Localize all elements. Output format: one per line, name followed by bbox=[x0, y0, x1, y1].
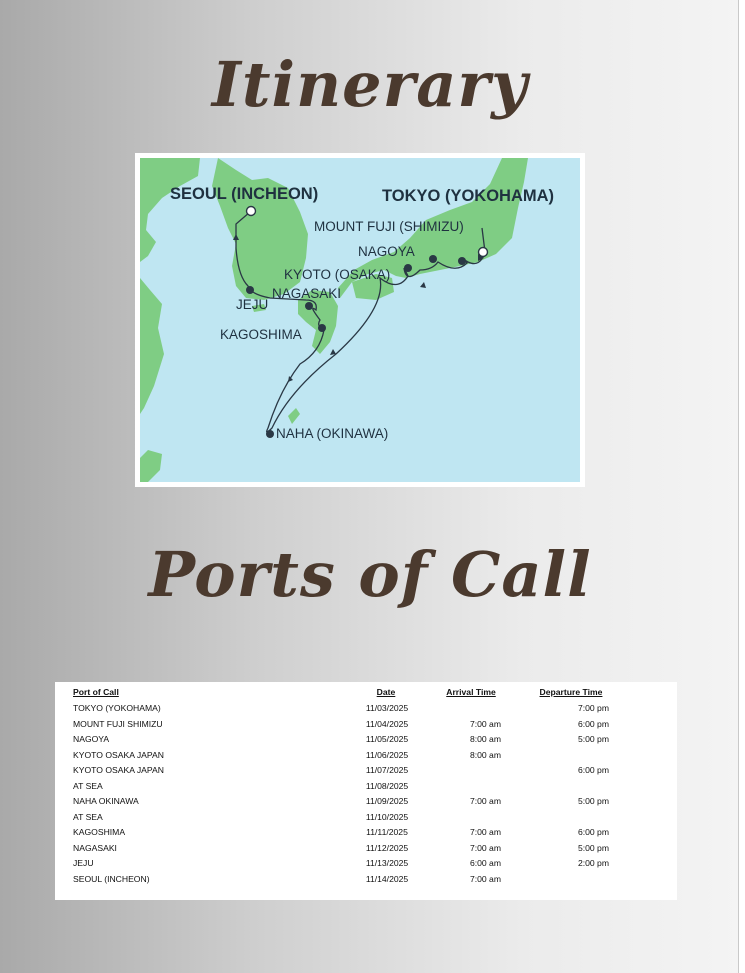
cell-date: 11/05/2025 bbox=[365, 734, 409, 744]
map-label-tokyo: TOKYO (YOKOHAMA) bbox=[382, 187, 555, 205]
cell-port: JEJU bbox=[73, 858, 94, 868]
cell-port: KAGOSHIMA bbox=[73, 827, 126, 837]
table-row bbox=[55, 812, 677, 827]
cell-port: NAGASAKI bbox=[73, 842, 117, 853]
cell-arrival: 6:00 am bbox=[469, 858, 501, 868]
table-row bbox=[55, 843, 677, 858]
map-label-nagasaki: NAGASAKI bbox=[272, 286, 342, 301]
table-row bbox=[55, 858, 677, 873]
port-dot-naha bbox=[266, 430, 274, 438]
cell-departure: 7:00 pm bbox=[577, 703, 609, 713]
cell-port: MOUNT FUJI SHIMIZU bbox=[73, 718, 163, 729]
cell-port: NAHA OKINAWA bbox=[73, 796, 139, 806]
cell-arrival: 7:00 am bbox=[469, 718, 501, 729]
cell-departure: 6:00 pm bbox=[577, 765, 609, 775]
header-arrival: Arrival Time bbox=[446, 687, 496, 697]
port-dot-kyoto bbox=[404, 264, 412, 272]
port-dot-seoul bbox=[247, 207, 256, 216]
port-dot-fuji bbox=[458, 257, 466, 265]
cell-port: SEOUL (INCHEON) bbox=[73, 873, 150, 884]
cell-arrival: 7:00 am bbox=[469, 827, 501, 837]
table-row bbox=[55, 827, 677, 842]
port-dot-tokyo bbox=[479, 248, 488, 257]
ports-of-call-title: Ports of Call bbox=[148, 538, 592, 611]
cell-departure: 5:00 pm bbox=[577, 734, 609, 744]
map-label-seoul: SEOUL (INCHEON) bbox=[170, 185, 319, 203]
cell-departure: 2:00 pm bbox=[577, 858, 609, 868]
itinerary-title: Itinerary bbox=[211, 48, 529, 121]
cell-date: 11/13/2025 bbox=[365, 858, 409, 868]
map-label-fuji: MOUNT FUJI (SHIMIZU) bbox=[314, 219, 464, 234]
table-row bbox=[55, 703, 677, 718]
cell-date: 11/06/2025 bbox=[365, 749, 409, 760]
cell-port: KYOTO OSAKA JAPAN bbox=[73, 765, 164, 775]
port-dot-nagoya bbox=[429, 255, 437, 263]
cell-port: TOKYO (YOKOHAMA) bbox=[73, 703, 161, 713]
cell-port: NAGOYA bbox=[73, 734, 110, 744]
cell-date: 11/03/2025 bbox=[365, 703, 409, 713]
cell-port: AT SEA bbox=[73, 780, 103, 791]
table-row bbox=[55, 765, 677, 780]
itinerary-map bbox=[135, 153, 585, 487]
cell-date: 11/08/2025 bbox=[365, 780, 409, 791]
cell-date: 11/14/2025 bbox=[365, 873, 409, 884]
map-label-kagoshima: KAGOSHIMA bbox=[220, 327, 302, 342]
ports-table bbox=[55, 682, 677, 900]
table-row bbox=[55, 734, 677, 749]
table-row bbox=[55, 719, 677, 734]
table-row bbox=[55, 750, 677, 765]
cell-arrival: 8:00 am bbox=[469, 734, 501, 744]
page-edge bbox=[738, 0, 745, 973]
map-label-nagoya: NAGOYA bbox=[358, 244, 415, 259]
header-date: Date bbox=[376, 687, 396, 697]
cell-departure: 6:00 pm bbox=[577, 827, 609, 837]
cell-date: 11/11/2025 bbox=[366, 827, 408, 837]
map-graphic bbox=[140, 158, 580, 482]
port-dot-kagoshima bbox=[318, 324, 326, 332]
cell-date: 11/09/2025 bbox=[365, 796, 409, 806]
port-dot-jeju bbox=[246, 286, 254, 294]
table-row bbox=[55, 874, 677, 889]
table-row bbox=[55, 781, 677, 796]
cell-arrival: 7:00 am bbox=[469, 873, 501, 884]
cell-departure: 5:00 pm bbox=[577, 842, 609, 853]
cell-arrival: 8:00 am bbox=[469, 749, 501, 760]
cell-departure: 5:00 pm bbox=[577, 796, 609, 806]
table-row bbox=[55, 796, 677, 811]
cell-date: 11/10/2025 bbox=[365, 811, 409, 822]
port-dot-nagasaki bbox=[305, 302, 313, 310]
header-departure: Departure Time bbox=[539, 687, 603, 697]
header-port: Port of Call bbox=[73, 687, 119, 697]
map-label-jeju: JEJU bbox=[236, 297, 269, 312]
cell-departure: 6:00 pm bbox=[577, 718, 609, 729]
map-label-kyoto: KYOTO (OSAKA) bbox=[284, 267, 391, 282]
cell-port: AT SEA bbox=[73, 811, 103, 822]
cell-port: KYOTO OSAKA JAPAN bbox=[73, 749, 164, 760]
cell-date: 11/12/2025 bbox=[365, 842, 409, 853]
cell-arrival: 7:00 am bbox=[469, 842, 501, 853]
cell-date: 11/07/2025 bbox=[365, 765, 409, 775]
table-header-row bbox=[55, 687, 677, 702]
map-label-naha: NAHA (OKINAWA) bbox=[276, 426, 389, 441]
cell-date: 11/04/2025 bbox=[365, 718, 409, 729]
cell-arrival: 7:00 am bbox=[469, 796, 501, 806]
